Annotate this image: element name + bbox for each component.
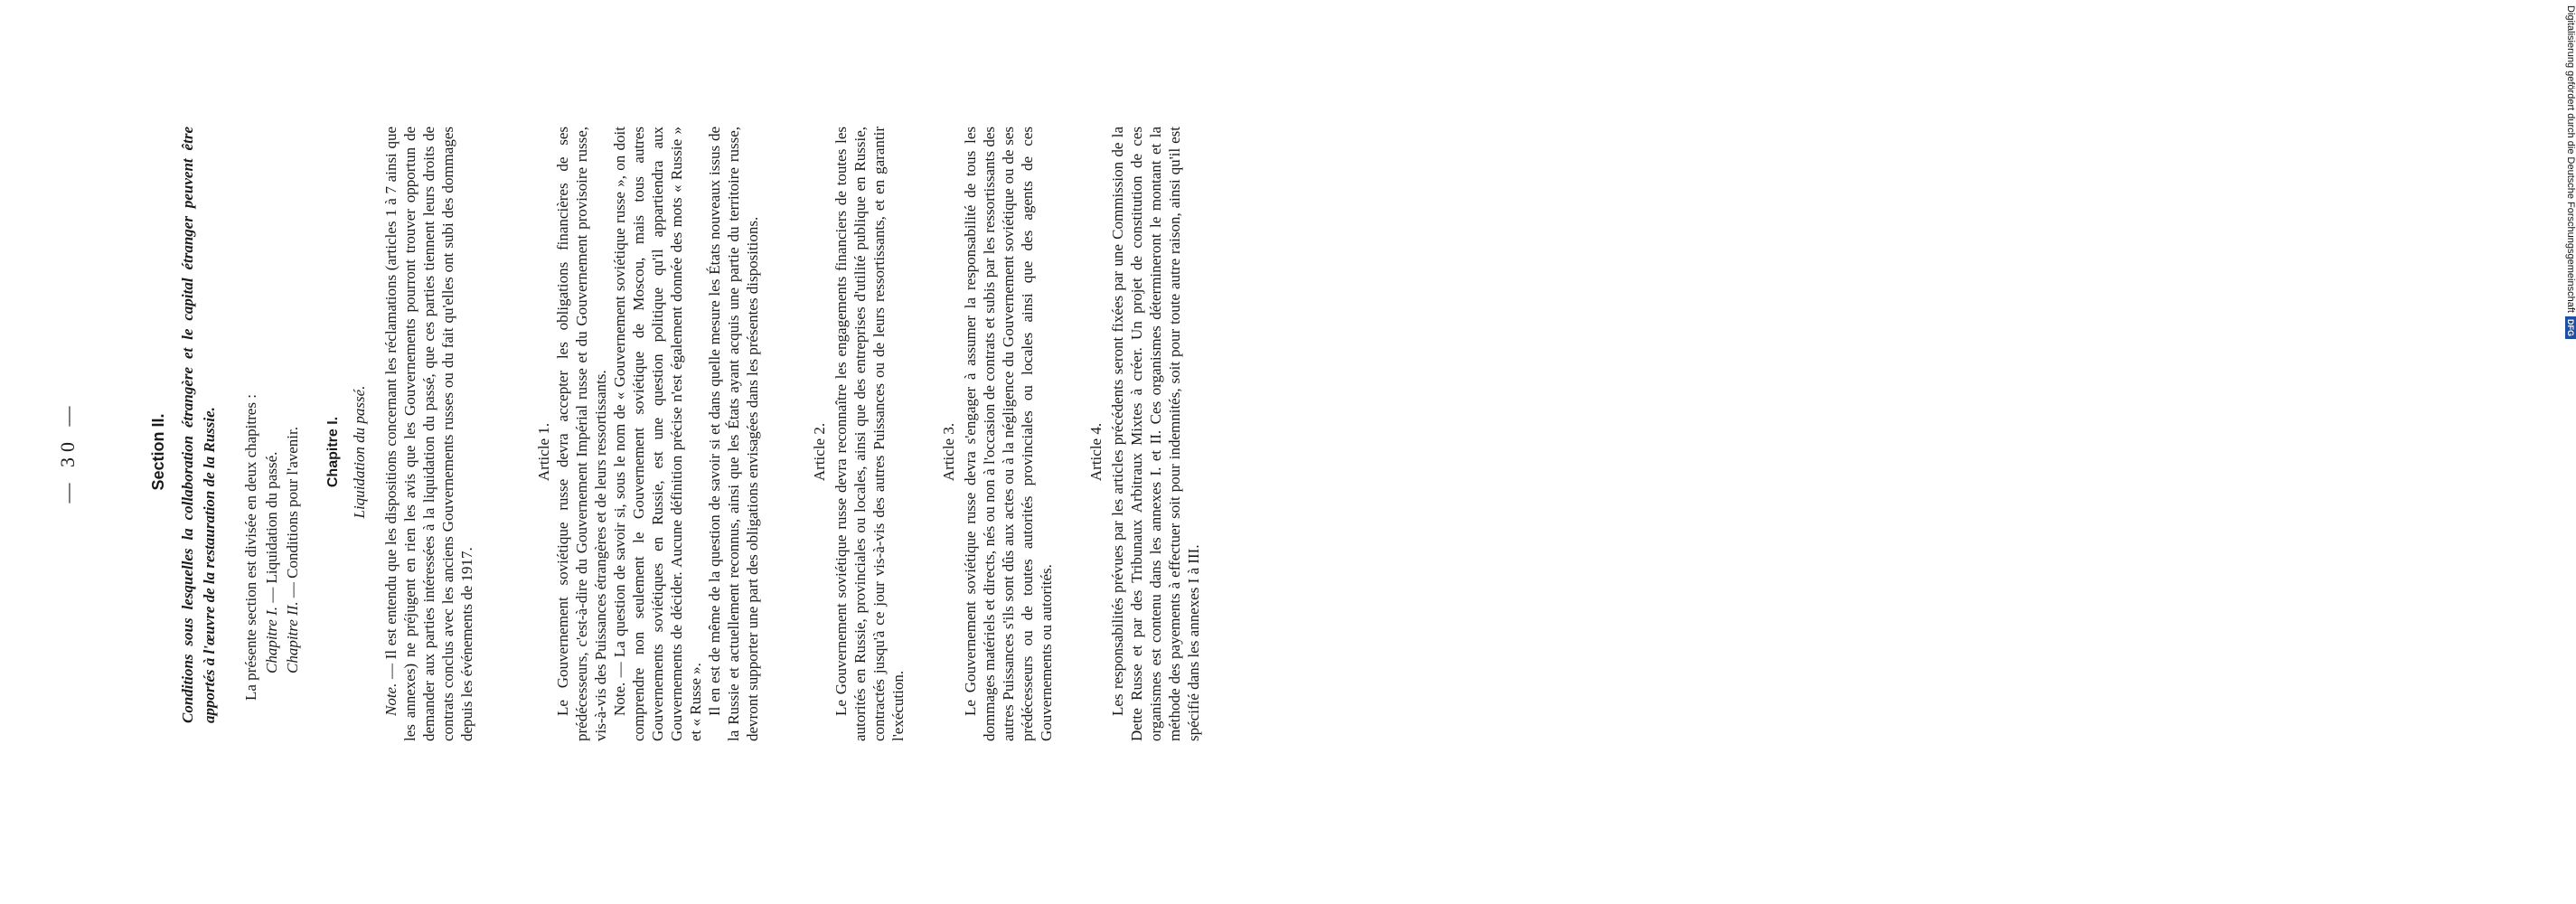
intro-chapter-2-text: — Conditions pour l'avenir. <box>284 427 301 598</box>
intro-line: La présente section est divisée en deux chapitres : <box>242 394 259 701</box>
article-1-paragraph-3: Il en est de même de la question de savoir si et dans quelle mesure les États nouveaux issus de la Russie et actuellement reconnus, ainsi que les États ayant acquis une partie du territoire russe, devront supporter une part des obligations envisagées dans les présentes dispositions. <box>706 127 761 741</box>
intro-chapter-1-text: — Liquidation du passé. <box>263 451 280 603</box>
chapter-subtitle: Liquidation du passé. <box>351 385 368 519</box>
intro-chapter-1-label: Chapitre I. <box>263 607 280 673</box>
article-1-paragraph-1: Le Gouvernement soviétique russe devra accepter les obligations financières de ses prédécesseurs, c'est-à-dire du Gouvernement Impérial russe et du Gouvernement provisoire russe, vis-à-vis des Puissances étrangères et de leurs ressortissants. <box>554 127 609 741</box>
article-4-paragraph-1: Les responsabilités prévues par les articles précédents seront fixées par une Commission de la Dette Russe et par des Tribunaux Arbitraux Mixtes à créer. Un projet de constitution de ces organismes est contenu dans les annexes I. et II. Ces organismes détermineront le montant et la méthode des payements à effectuer soit pour indemnités, soit pour toute autre raison, ainsi qu'il est spécifié dans les annexes I à III. <box>1109 127 1202 741</box>
article-1-paragraph-2: Note. — La question de savoir si, sous le nom de « Gouvernement soviétique russe », on doit comprendre non seulement le Gouvernement soviétique de Moscou, mais tous autres Gouvernements soviétiques en Russie, est une question politique qu'il appartiendra aux Gouvernements de décider. Aucune définition précise n'est également donnée des mots « Russie » et « Russe ». <box>611 127 704 741</box>
article-2-heading: Article 2. <box>811 422 828 482</box>
section-subtitle: Conditions sous lesquelles la collaboration étrangère et le capital étranger peuvent être apportés à l'œuvre de la restauration de la Russie. <box>179 127 218 723</box>
article-4-heading: Article 4. <box>1087 422 1105 482</box>
digitization-stamp <box>1280 0 2576 904</box>
article-1-heading: Article 1. <box>535 422 552 482</box>
article-2-paragraph-1: Le Gouvernement soviétique russe devra reconnaître les engagements financiers de toutes les autorités en Russie, provinciales ou locales, ainsi que des entreprises d'utilité publique en Russie, contractés jusqu'à ce jour vis-à-vis des autres Puissances ou de leurs ressortissants, et en garantir l'exécution. <box>832 127 907 741</box>
page-number: — 30 — <box>56 400 79 504</box>
digitization-stamp-text <box>2565 5 2576 339</box>
article-3-body <box>961 127 1056 741</box>
chapter-title: Chapitre I. <box>325 416 341 488</box>
note-label: Note. <box>382 683 400 716</box>
stamp-label: Digitalisierung gefördert durch die Deutsche Forschungsgemeinschaft <box>2565 5 2576 313</box>
article-3-paragraph-1: Le Gouvernement soviétique russe devra s'engager à assumer la responsabilité de tous les dommages matériels et directs, nés ou non à l'occasion de contrats et subis par les ressortissants des autres Puissances s'ils sont dûs aux actes ou à la négligence du Gouvernement soviétique ou de ses prédécesseurs ou de toutes autorités provinciales ou locales ainsi que des agents de ces Gouvernements ou autorités. <box>962 127 1055 741</box>
dfg-logo: DFG <box>2565 316 2576 339</box>
article-1-body <box>553 127 762 741</box>
intro-chapter-1 <box>261 122 282 701</box>
article-3-heading: Article 3. <box>940 422 957 482</box>
intro-chapter-2 <box>282 122 303 701</box>
intro-chapter-2-label: Chapitre II. <box>284 601 301 673</box>
article-2-body <box>832 127 907 741</box>
article-4-body <box>1108 127 1203 741</box>
note-paragraph <box>381 127 476 741</box>
section-title: Section II. <box>149 413 167 491</box>
section-intro <box>240 122 303 701</box>
note-text: — Il est entendu que les dispositions concernant les réclamations (articles 1 à 7 ainsi que les annexes) ne préjugent en rien les avis que les Gouvernements pourront trouver opportun de demander aux parties intéressées à la liquidation du passé, que ces parties tiennent leurs droits de contrats conclus avec les anciens Gouvernements russes ou du fait qu'elles ont subi des dommages depuis les événements de 1917. <box>382 127 475 741</box>
